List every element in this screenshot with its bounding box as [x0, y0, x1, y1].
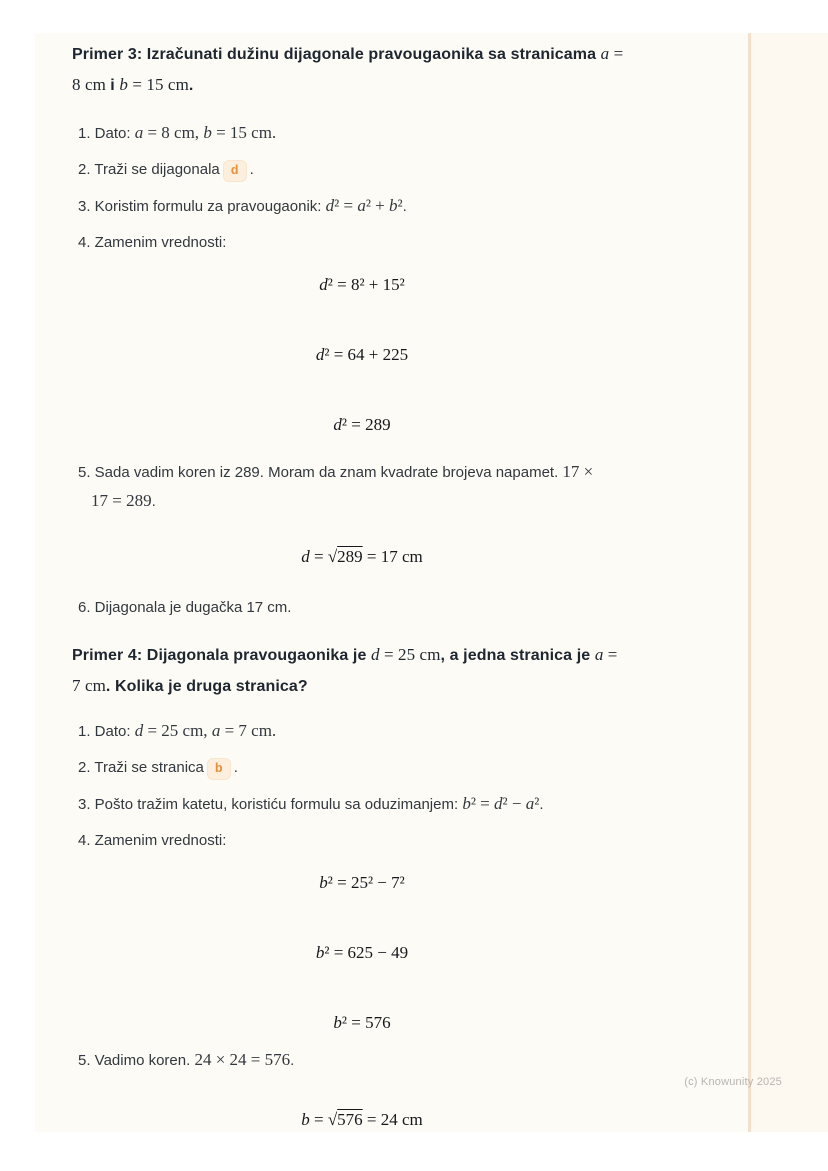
- text-segment: a: [357, 196, 366, 215]
- text-segment: b: [315, 943, 325, 962]
- text-segment: √: [327, 1110, 338, 1129]
- text-segment: 6. Dijagonala je dugačka 17 cm.: [78, 599, 292, 616]
- example4-step-2: [72, 754, 712, 782]
- example3-step-6: [72, 594, 712, 622]
- text-segment: d: [315, 345, 325, 364]
- text-segment: √: [327, 547, 338, 566]
- text-segment: 2. Traži se stranica: [78, 759, 204, 776]
- text-segment: a: [211, 721, 221, 740]
- text-segment: ² +: [365, 196, 389, 215]
- text-segment: ²: [534, 794, 540, 813]
- text-segment: b: [333, 1013, 342, 1032]
- document-page: [35, 33, 748, 1132]
- example4-equation-3: [72, 1010, 712, 1036]
- text-segment: b: [119, 75, 128, 94]
- text-segment: ² = 576: [341, 1013, 391, 1032]
- text-segment: ² −: [502, 794, 526, 813]
- text-segment: 576: [337, 1110, 363, 1129]
- example4-step-3: [72, 790, 712, 819]
- text-segment: a: [134, 123, 144, 142]
- next-page-sliver: [751, 33, 828, 1132]
- example4-equation-1: [72, 870, 712, 896]
- text-segment: ²: [397, 196, 403, 215]
- text-segment: , a jedna stranica je: [440, 647, 595, 664]
- text-segment: 4. Zamenim vrednosti:: [78, 832, 227, 849]
- text-segment: . Kolika je druga stranica?: [105, 678, 308, 695]
- text-segment: .: [249, 161, 254, 178]
- text-segment: ² = 8² + 15²: [327, 275, 405, 294]
- text-segment: 5. Sada vadim koren iz 289. Moram da znam kvadrate brojeva napamet.: [78, 464, 563, 481]
- text-segment: d: [301, 547, 310, 566]
- watermark: (c) Knowunity 2025: [684, 1076, 782, 1088]
- variable-code-badge: d: [223, 160, 247, 182]
- text-segment: 2. Traži se dijagonala: [78, 161, 220, 178]
- text-segment: =: [603, 645, 618, 664]
- example4-step-1: [72, 717, 712, 746]
- example4-step-4: [72, 827, 712, 855]
- text-segment: ² = 25² − 7²: [327, 873, 405, 892]
- text-segment: 1. Dato:: [78, 723, 135, 740]
- text-segment: 4. Zamenim vrednosti:: [78, 234, 227, 251]
- text-segment: = 17 cm: [362, 547, 423, 566]
- text-segment: d: [325, 196, 335, 215]
- text-segment: a: [594, 645, 604, 664]
- text-segment: ² = 625 − 49: [324, 943, 409, 962]
- text-segment: 1. Dato:: [78, 125, 135, 142]
- example3-step-5: [72, 458, 712, 516]
- text-segment: .: [539, 796, 544, 813]
- text-segment: 3. Koristim formulu za pravougaonik:: [78, 198, 326, 215]
- text-segment: = 8 cm,: [143, 123, 204, 142]
- example3-heading: [72, 39, 712, 101]
- example4-heading: [72, 640, 712, 702]
- example3-equation-1: [72, 272, 712, 298]
- text-segment: .: [290, 1052, 295, 1069]
- text-segment: .: [402, 198, 407, 215]
- example3-step-1: [72, 119, 712, 148]
- example3-step-3: [72, 192, 712, 221]
- text-segment: .: [151, 493, 156, 510]
- text-segment: d: [494, 794, 503, 813]
- text-segment: a: [525, 794, 535, 813]
- text-segment: .: [233, 759, 238, 776]
- text-segment: i: [110, 77, 120, 94]
- text-segment: =: [609, 44, 624, 63]
- text-segment: = 7 cm.: [220, 721, 277, 740]
- example3-step-2: [72, 156, 712, 184]
- variable-code-badge: b: [207, 758, 231, 780]
- text-segment: a: [600, 44, 610, 63]
- text-segment: Primer 4: Dijagonala pravougaonika je: [72, 647, 372, 664]
- text-segment: d: [371, 645, 380, 664]
- example4-equation-4: [72, 1107, 712, 1132]
- text-segment: .: [188, 77, 194, 94]
- example3-step-4: [72, 229, 712, 257]
- example3-equation-3: [72, 412, 712, 438]
- text-segment: 289: [337, 547, 363, 566]
- text-segment: Primer 3: Izračunati dužinu dijagonale pravougaonika sa stranicama: [72, 46, 601, 63]
- text-segment: b: [319, 873, 328, 892]
- text-segment: = 25 cm,: [143, 721, 212, 740]
- text-segment: 24 × 24 = 576: [194, 1050, 291, 1069]
- text-segment: 17 = 289: [91, 491, 152, 510]
- text-segment: ² = 289: [341, 415, 391, 434]
- text-segment: =: [309, 1110, 328, 1129]
- text-segment: b: [301, 1110, 310, 1129]
- text-segment: 3. Pošto tražim katetu, koristiću formulu sa oduzimanjem:: [78, 796, 463, 813]
- text-segment: b: [462, 794, 471, 813]
- text-segment: = 24 cm: [362, 1110, 423, 1129]
- text-segment: 17 ×: [562, 462, 594, 481]
- text-segment: =: [309, 547, 328, 566]
- text-segment: ² =: [470, 794, 495, 813]
- example4-equation-2: [72, 940, 712, 966]
- text-segment: = 25 cm: [379, 645, 441, 664]
- text-segment: = 15 cm.: [211, 123, 277, 142]
- text-segment: d: [134, 721, 144, 740]
- text-segment: b: [389, 196, 398, 215]
- text-segment: = 15 cm: [127, 75, 189, 94]
- text-segment: 7 cm: [72, 676, 106, 695]
- text-segment: ² =: [334, 196, 358, 215]
- text-segment: ² = 64 + 225: [324, 345, 409, 364]
- text-segment: 5. Vadimo koren.: [78, 1052, 195, 1069]
- text-segment: d: [333, 415, 342, 434]
- example4-step-5: [72, 1046, 712, 1075]
- text-segment: 8 cm: [72, 75, 111, 94]
- text-segment: d: [319, 275, 328, 294]
- example3-equation-2: [72, 342, 712, 368]
- example3-equation-4: [72, 544, 712, 570]
- text-segment: b: [203, 123, 212, 142]
